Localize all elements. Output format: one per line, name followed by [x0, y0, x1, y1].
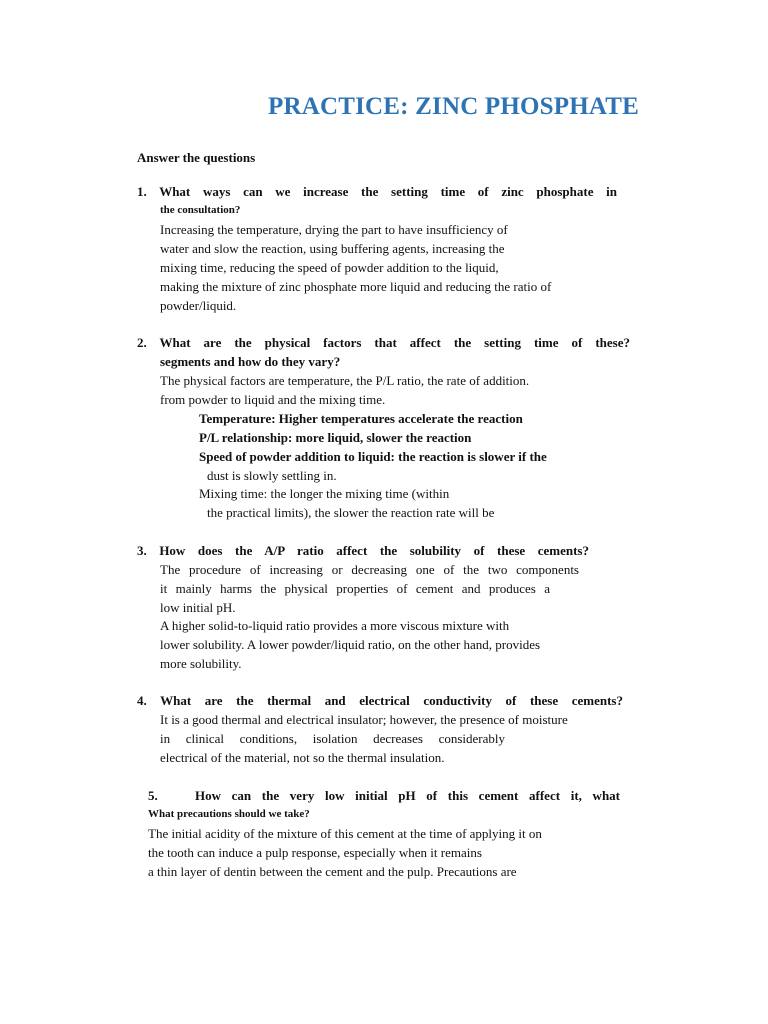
question-4: 4. What are the thermal and electrical conductivity of these cements?	[137, 693, 623, 708]
question-5-number: 5.	[148, 788, 158, 803]
bullet-text-cont: dust is slowly settling in.	[207, 468, 337, 483]
answer-3-line: lower solubility. A lower powder/liquid ratio, on the other hand, provides	[160, 637, 541, 652]
bullet-item	[185, 409, 523, 428]
bullet-item	[185, 484, 449, 503]
bullet-text-cont: the practical limits), the slower the reaction rate will be	[207, 505, 495, 520]
question-1-cont: the consultation?	[160, 204, 241, 216]
answer-4-line: in clinical conditions, isolation decreases considerably	[160, 731, 505, 746]
answer-4-line: It is a good thermal and electrical insulator; however, the presence of moisture	[160, 712, 568, 727]
answer-3-line: A higher solid-to-liquid ratio provides a more viscous mixture with	[160, 618, 510, 633]
bullet-text: Temperature: Higher temperatures accelerate the reaction	[199, 411, 523, 426]
answer-3-line: low initial pH.	[160, 600, 236, 615]
answer-1-line: powder/liquid.	[160, 298, 237, 313]
answer-1-line: Increasing the temperature, drying the part to have insufficiency of	[160, 222, 508, 237]
answer-5-line: a thin layer of dentin between the cement and the pulp. Precautions are	[148, 864, 517, 879]
answer-2-line: from powder to liquid and the mixing time.	[160, 392, 386, 407]
answer-1-line: water and slow the reaction, using buffering agents, increasing the	[160, 241, 505, 256]
bullet-text: Speed of powder addition to liquid: the reaction is slower if the	[199, 449, 547, 464]
question-5: How can the very low initial pH of this cement affect it, what	[195, 788, 620, 803]
answer-3-line: more solubility.	[160, 656, 242, 671]
answer-1-line: making the mixture of zinc phosphate more liquid and reducing the ratio of	[160, 279, 552, 294]
bullet-item	[185, 447, 547, 466]
question-5-cont: What precautions should we take?	[148, 808, 310, 820]
answer-1-line: mixing time, reducing the speed of powder addition to the liquid,	[160, 260, 499, 275]
answer-5-line: The initial acidity of the mixture of this cement at the time of applying it on	[148, 826, 542, 841]
question-2: 2. What are the physical factors that affect the setting time of these?	[137, 335, 630, 350]
instructions: Answer the questions	[137, 150, 256, 165]
question-1: 1. What ways can we increase the setting time of zinc phosphate in	[137, 184, 617, 199]
question-2-cont: segments and how do they vary?	[160, 354, 341, 369]
answer-3-line: it mainly harms the physical properties of cement and produces a	[160, 581, 550, 596]
answer-4-line: electrical of the material, not so the thermal insulation.	[160, 750, 445, 765]
answer-5-line: the tooth can induce a pulp response, especially when it remains	[148, 845, 482, 860]
bullet-item	[185, 428, 471, 447]
question-3: 3. How does the A/P ratio affect the solubility of these cements?	[137, 543, 589, 558]
answer-3-line: The procedure of increasing or decreasing one of the two components	[160, 562, 579, 577]
answer-2-line: The physical factors are temperature, the P/L ratio, the rate of addition.	[160, 373, 530, 388]
bullet-text: Mixing time: the longer the mixing time (within	[199, 486, 450, 501]
bullet-text: P/L relationship: more liquid, slower the reaction	[199, 430, 472, 445]
page-title: PRACTICE: ZINC PHOSPHATE	[268, 93, 640, 120]
